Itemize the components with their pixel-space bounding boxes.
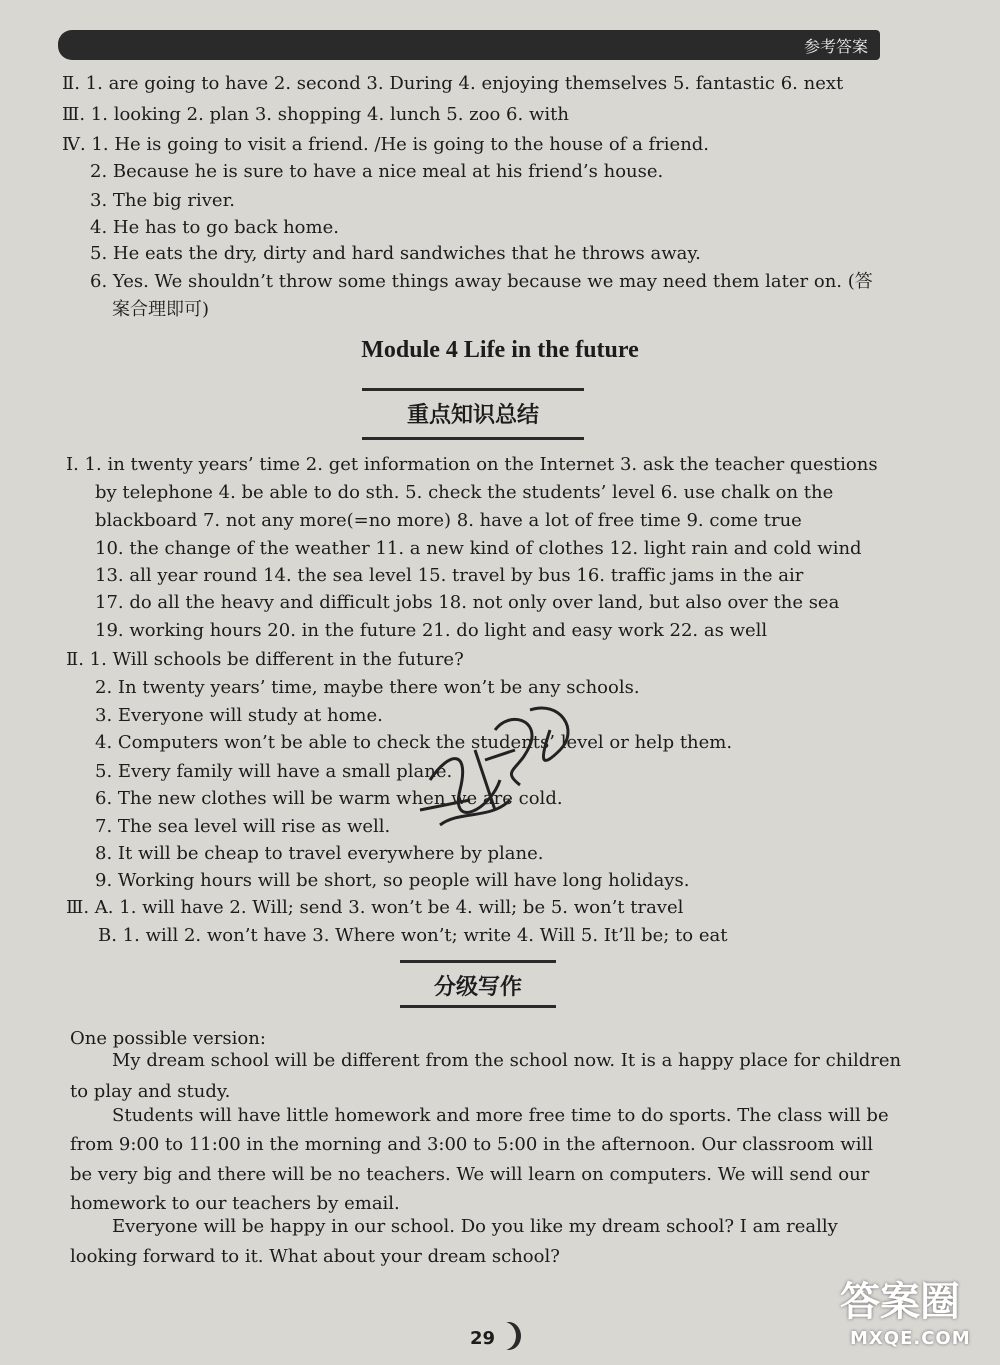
answer-line: 17. do all the heavy and difficult jobs 18. not only over land, but also over the sea xyxy=(95,592,840,613)
answer-line: 3. The big river. xyxy=(90,190,235,211)
answer-line: 7. The sea level will rise as well. xyxy=(95,816,391,837)
answer-line: Ⅲ. A. 1. will have 2. Will; send 3. won’t be 4. will; be 5. won’t travel xyxy=(66,897,684,918)
handwritten-stamp xyxy=(400,690,590,840)
answer-line: 案合理即可) xyxy=(112,299,210,320)
crescent-icon xyxy=(492,1322,516,1350)
essay-line: to play and study. xyxy=(70,1081,231,1102)
answer-line: Ⅳ. 1. He is going to visit a friend. /He is going to the house of a friend. xyxy=(62,134,710,155)
answer-line: 19. working hours 20. in the future 21. do light and easy work 22. as well xyxy=(95,620,768,641)
answer-line: Ⅱ. 1. are going to have 2. second 3. During 4. enjoying themselves 5. fantastic 6. next xyxy=(62,73,844,94)
section-heading-text: 重点知识总结 xyxy=(406,403,539,428)
header-label: 参考答案 xyxy=(803,37,868,56)
answer-line: B. 1. will 2. won’t have 3. Where won’t; write 4. Will 5. It’ll be; to eat xyxy=(98,925,728,946)
essay-line: Students will have little homework and more free time to do sports. The class will be xyxy=(112,1105,889,1126)
page-number: 29 xyxy=(470,1328,496,1349)
answer-line: blackboard 7. not any more(=no more) 8. have a lot of free time 9. come true xyxy=(95,510,802,531)
watermark-text: 答案圈 xyxy=(840,1279,960,1325)
essay-line: Everyone will be happy in our school. Do you like my dream school? I am really xyxy=(112,1216,838,1237)
answer-line: 5. Every family will have a small plane. xyxy=(95,761,453,782)
answer-line: Ⅰ. 1. in twenty years’ time 2. get information on the Internet 3. ask the teacher questions xyxy=(66,454,878,475)
essay-line: My dream school will be different from the school now. It is a happy place for children xyxy=(112,1050,902,1071)
answer-line: 4. He has to go back home. xyxy=(90,217,339,238)
section-heading-text: 分级写作 xyxy=(433,975,522,1000)
answer-line: 9. Working hours will be short, so people will have long holidays. xyxy=(95,870,690,891)
section-heading-writing xyxy=(400,960,556,1008)
section-heading-key-points xyxy=(362,388,584,440)
answer-line: Ⅲ. 1. looking 2. plan 3. shopping 4. lunch 5. zoo 6. with xyxy=(62,104,569,125)
answer-line: Ⅱ. 1. Will schools be different in the future? xyxy=(66,649,464,670)
module-title: Module 4 Life in the future xyxy=(361,337,639,363)
answer-line: 5. He eats the dry, dirty and hard sandwiches that he throws away. xyxy=(90,243,701,264)
answer-line: 13. all year round 14. the sea level 15. travel by bus 16. traffic jams in the air xyxy=(95,565,804,586)
watermark-url: MXQE.COM xyxy=(850,1328,971,1349)
answer-line: by telephone 4. be able to do sth. 5. check the students’ level 6. use chalk on the xyxy=(95,482,834,503)
answer-line: 4. Computers won’t be able to check the students’ level or help them. xyxy=(95,732,733,753)
watermark-logo xyxy=(830,1270,990,1355)
answer-line: 2. In twenty years’ time, maybe there won’t be any schools. xyxy=(95,677,640,698)
essay-line: looking forward to it. What about your dream school? xyxy=(70,1246,560,1267)
essay-line: homework to our teachers by email. xyxy=(70,1193,400,1214)
answer-line: 10. the change of the weather 11. a new kind of clothes 12. light rain and cold wind xyxy=(95,538,862,559)
answer-line: 3. Everyone will study at home. xyxy=(95,705,383,726)
essay-line: be very big and there will be no teachers. We will learn on computers. We will send our xyxy=(70,1164,870,1185)
answer-line: 8. It will be cheap to travel everywhere by plane. xyxy=(95,843,544,864)
answer-line: 6. Yes. We shouldn’t throw some things away because we may need them later on. (答 xyxy=(90,271,873,292)
essay-line: from 9:00 to 11:00 in the morning and 3:00 to 5:00 in the afternoon. Our classroom will xyxy=(70,1134,873,1155)
answer-line: 6. The new clothes will be warm when we are cold. xyxy=(95,788,563,809)
answer-line: 2. Because he is sure to have a nice meal at his friend’s house. xyxy=(90,161,664,182)
essay-line: One possible version: xyxy=(70,1028,266,1049)
